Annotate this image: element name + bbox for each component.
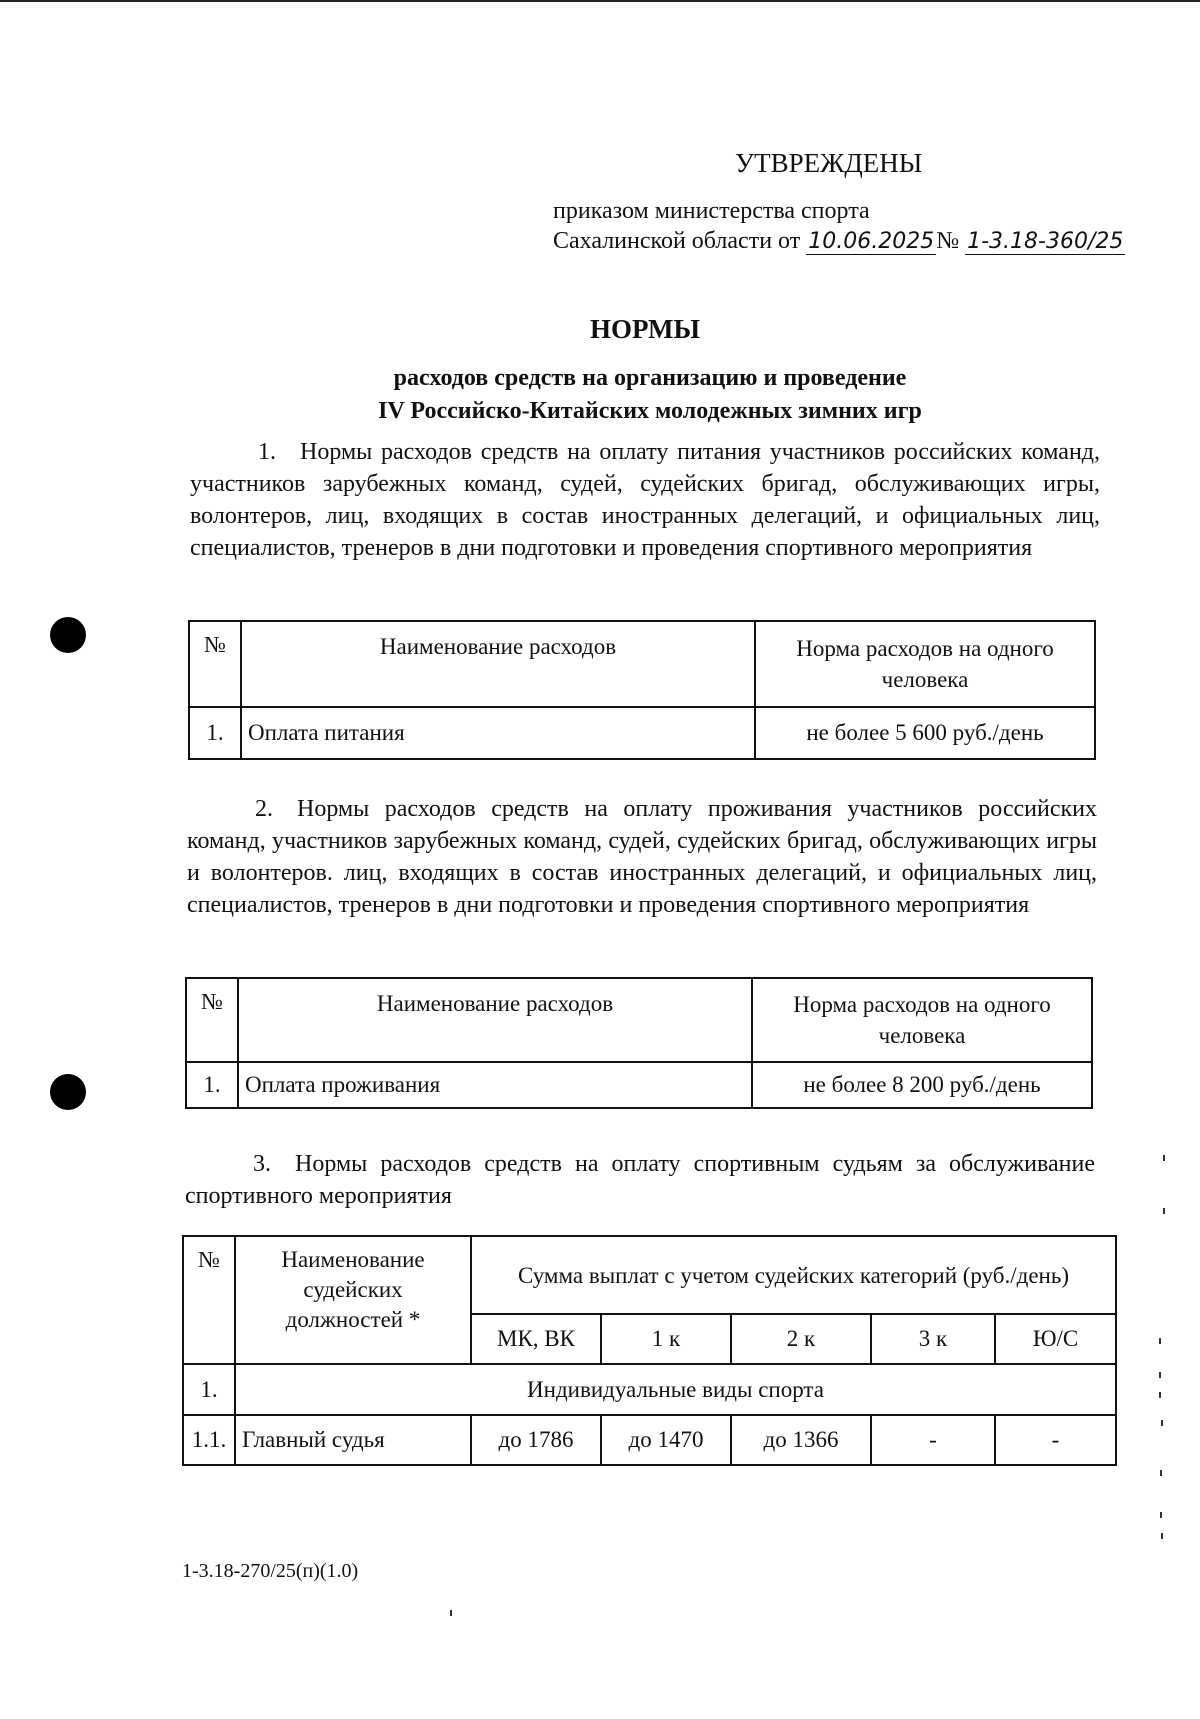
subtitle-line-2: IV Российско-Китайских молодежных зимних игр xyxy=(378,398,922,424)
scan-speck xyxy=(1159,1372,1161,1378)
table-header-row xyxy=(189,621,1095,707)
scan-speck xyxy=(450,1610,452,1616)
table-row xyxy=(186,1062,1092,1108)
category-yus: Ю/С xyxy=(995,1314,1116,1364)
approval-order-line: приказом министерства спорта xyxy=(553,198,870,224)
col-sum-header: Сумма выплат с учетом судейских категорий (руб./день) xyxy=(471,1236,1116,1314)
scan-speck xyxy=(1163,1155,1165,1161)
col-position-header: Наименование судейских должностей * xyxy=(235,1236,471,1364)
row-value-3k: - xyxy=(871,1415,995,1465)
row-value-mk-vk: до 1786 xyxy=(471,1415,601,1465)
table-header-row xyxy=(186,978,1092,1062)
row-value-yus: - xyxy=(995,1415,1116,1465)
row-expense-name: Оплата проживания xyxy=(238,1062,752,1108)
row-number: 1.1. xyxy=(183,1415,235,1465)
col-number-header: № xyxy=(189,621,241,707)
section-3-table xyxy=(182,1235,1117,1466)
handwritten-order-number: 1-3.18-360/25 xyxy=(967,229,1124,254)
row-number: 1. xyxy=(189,707,241,759)
section-2-table xyxy=(185,977,1093,1109)
scan-speck xyxy=(1160,1512,1162,1518)
approval-order-date-line xyxy=(553,228,1125,255)
row-norm-value: не более 8 200 руб./день xyxy=(752,1062,1092,1108)
table-header-row xyxy=(183,1236,1116,1314)
category-mk-vk: МК, ВК xyxy=(471,1314,601,1364)
row-number: 1. xyxy=(186,1062,238,1108)
section-1-text: 1. Нормы расходов средств на оплату питания участников российских команд, участников зарубежных команд, судей, судейских бригад, обслуживающих игры, волонтеров, лиц, входящих в состав иностранных делегаций, и официальных лиц, специалистов, тренеров в дни подготовки и проведения спортивного мероприятия xyxy=(190,439,1100,561)
col-number-header: № xyxy=(183,1236,235,1364)
col-number-header: № xyxy=(186,978,238,1062)
col-name-header: Наименование расходов xyxy=(238,978,752,1062)
punch-hole xyxy=(50,617,86,653)
document-footer-code: 1-3.18-270/25(п)(1.0) xyxy=(182,1560,359,1582)
scan-speck xyxy=(1159,1392,1161,1398)
scan-speck xyxy=(1159,1338,1161,1344)
section-1-table xyxy=(188,620,1096,760)
category-3k: 3 к xyxy=(871,1314,995,1364)
document-title: НОРМЫ xyxy=(590,314,700,344)
category-2k: 2 к xyxy=(731,1314,871,1364)
table-row xyxy=(189,707,1095,759)
punch-hole xyxy=(50,1074,86,1110)
number-sign: № xyxy=(936,228,960,254)
category-1k: 1 к xyxy=(601,1314,731,1364)
scan-speck xyxy=(1161,1420,1163,1426)
scan-speck xyxy=(1161,1533,1163,1539)
table-row xyxy=(183,1415,1116,1465)
scan-top-edge xyxy=(0,0,1200,2)
document-subtitle xyxy=(210,362,1090,428)
group-label: Индивидуальные виды спорта xyxy=(235,1364,1116,1415)
col-norm-header: Норма расходов на одного человека xyxy=(752,978,1092,1062)
row-expense-name: Оплата питания xyxy=(241,707,755,759)
row-value-2k: до 1366 xyxy=(731,1415,871,1465)
row-norm-value: не более 5 600 руб./день xyxy=(755,707,1095,759)
handwritten-order-date: 10.06.2025 xyxy=(808,229,935,254)
approval-order-prefix: Сахалинской области от xyxy=(553,228,801,254)
row-value-1k: до 1470 xyxy=(601,1415,731,1465)
row-position-name: Главный судья xyxy=(235,1415,471,1465)
scan-speck xyxy=(1163,1208,1165,1214)
approval-heading: УТВРЕЖДЕНЫ xyxy=(735,148,923,178)
subtitle-line-1: расходов средств на организацию и проведение xyxy=(393,365,907,391)
group-number: 1. xyxy=(183,1364,235,1415)
scan-speck xyxy=(1160,1470,1162,1476)
section-3-text: 3. Нормы расходов средств на оплату спортивным судьям за обслуживание спортивного мероприятия xyxy=(185,1151,1095,1209)
col-name-header: Наименование расходов xyxy=(241,621,755,707)
group-row xyxy=(183,1364,1116,1415)
col-norm-header: Норма расходов на одного человека xyxy=(755,621,1095,707)
section-2-text: 2. Нормы расходов средств на оплату проживания участников российских команд, участников зарубежных команд, судей, судейских бригад, обслуживающих игры и волонтеров. лиц, входящих в состав иностранных делегаций, и официальных лиц, специалистов, тренеров в дни подготовки и проведения спортивного мероприятия xyxy=(187,796,1097,918)
